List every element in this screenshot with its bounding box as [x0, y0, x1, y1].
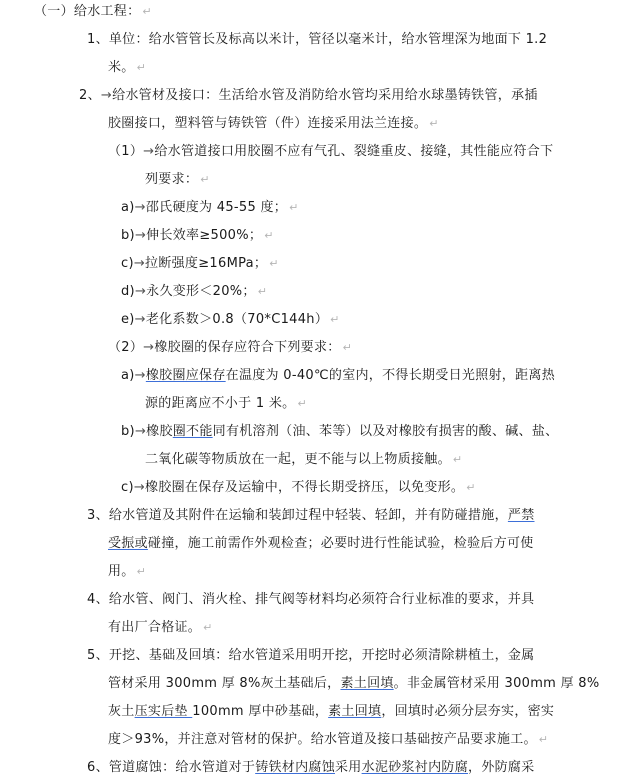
item-5-line-3: 灰土压实后垫 100mm 厚中砂基础，素土回填，回填时必须分层夯实，密实: [108, 704, 555, 719]
item-3-number: 3、: [87, 508, 109, 523]
sub-2-item-c: c)→橡胶圈在保存及运输中，不得长期受挤压，以免变形。 ↵: [121, 480, 476, 495]
item-5-line-2: 管材采用 300mm 厚 8%灰土基础后，素土回填。非金属管材采用 300mm 厚 8%: [108, 676, 600, 691]
item-3-line-2: 受振或碰撞，施工前需作外观检查；必要时进行性能试验，检验后方可使: [108, 536, 534, 551]
item-2-line-2: 胶圈接口，塑料管与铸铁管（件）连接采用法兰连接。 ↵: [108, 116, 439, 131]
item-4-number: 4、: [87, 592, 109, 607]
item-3-line-3: 用。 ↵: [108, 564, 147, 579]
item-3-line-1: 3、给水管道及其附件在运输和装卸过程中轻装、轻卸，并有防碰措施，严禁: [87, 508, 535, 523]
sub-1-line-2: 列要求： ↵: [145, 172, 210, 187]
sub-2-item-b-line-2: 二氧化碳等物质放在一起，更不能与以上物质接触。 ↵: [145, 452, 463, 467]
item-2-line-1: 2、→给水管材及接口：生活给水管及消防给水管均采用给水球墨铸铁管，承插: [79, 88, 538, 103]
sub-2-line-1: （2）→橡胶圈的保存应符合下列要求： ↵: [108, 340, 353, 355]
item-1-line-1: 1、单位：给水管管长及标高以米计，管径以毫米计，给水管埋深为地面下 1.2: [87, 32, 548, 47]
item-1-number: 1、: [87, 32, 109, 47]
item-1-line-2: 米。 ↵: [108, 60, 147, 75]
item-4-line-1: 4、给水管、阀门、消火栓、排气阀等材料均必须符合行业标准的要求，并具: [87, 592, 535, 607]
item-5-line-1: 5、开挖、基础及回填：给水管道采用明开挖，开挖时必须清除耕植土，金属: [87, 648, 535, 663]
sub-1-line-1: （1）→给水管道接口用胶圈不应有气孔、裂缝重皮、接缝，其性能应符合下: [108, 144, 554, 159]
item-4-line-2: 有出厂合格证。 ↵: [108, 620, 213, 635]
item-6-line-1: 6、管道腐蚀：给水管道对于铸铁材内腐蚀采用水泥砂浆衬内防腐，外防腐采: [87, 760, 535, 775]
sub-1-item-b: b)→伸长效率≥500%； ↵: [121, 228, 274, 243]
sub-1-item-c: c)→拉断强度≥16MPa； ↵: [121, 256, 279, 271]
sub-1-item-d: d)→永久变形＜20%； ↵: [121, 284, 268, 299]
item-5-number: 5、: [87, 648, 109, 663]
sub-2-item-b-line-1: b)→橡胶圈不能同有机溶剂（油、苯等）以及对橡胶有损害的酸、碱、盐、: [121, 424, 559, 439]
sub-2-item-a-line-2: 源的距离应不小于 1 米。 ↵: [145, 396, 307, 411]
sub-1-item-a: a)→邵氏硬度为 45-55 度； ↵: [121, 200, 299, 215]
item-2-number: 2、: [79, 88, 101, 103]
item-6-number: 6、: [87, 760, 109, 775]
sub-1-item-e: e)→老化系数＞0.8（70*C144h） ↵: [121, 312, 340, 327]
item-5-line-4: 度＞93%，并注意对管材的保护。给水管道及接口基础按产品要求施工。 ↵: [108, 732, 549, 747]
sub-2-item-a-line-1: a)→橡胶圈应保存在温度为 0-40℃的室内，不得长期受日光照射，距离热: [121, 368, 555, 383]
section-heading: （一）给水工程： ↵: [34, 4, 152, 19]
